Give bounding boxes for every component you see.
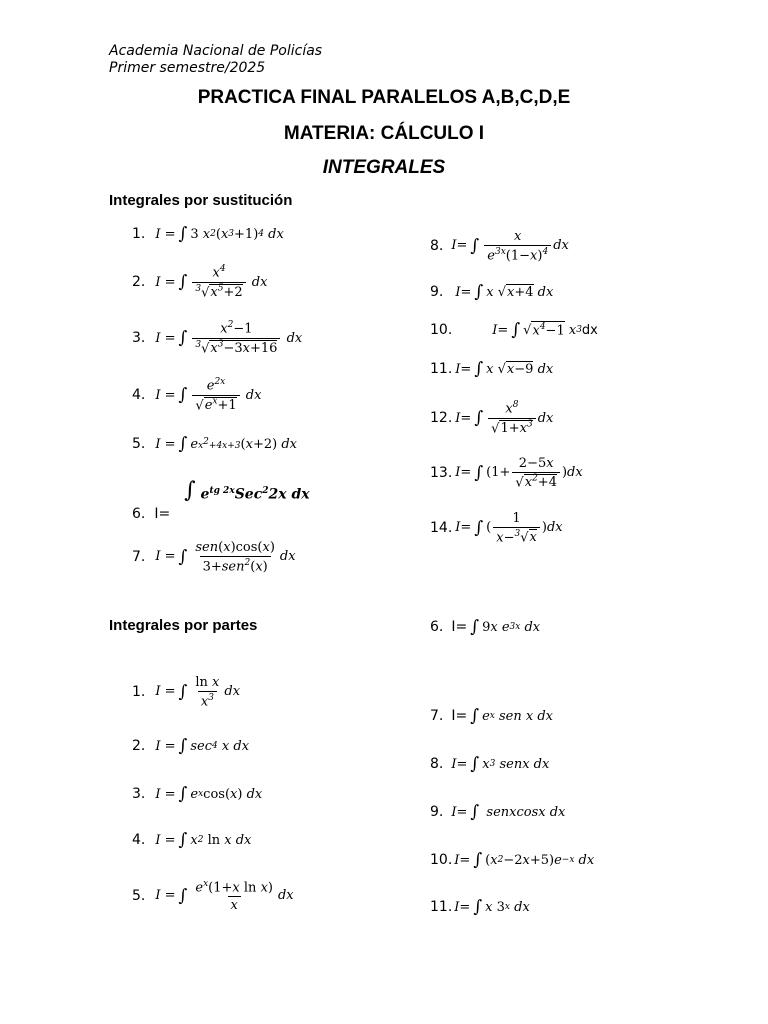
integral-expression: I = ∫ √ $x^4-1$ x 3 dx	[492, 320, 598, 340]
integral-expression: I = ∫ x √ x+4 dx	[455, 282, 554, 302]
exercise-number: 10.	[430, 322, 453, 338]
sub-exercise-2	[132, 262, 267, 302]
sub-exercise-13	[430, 453, 583, 493]
exercise-number: 6.	[430, 619, 444, 635]
integral-prefix: I=	[451, 619, 468, 635]
exercise-number: 5.	[132, 436, 146, 452]
integral-expression: I = ∫ $\frac{\text{ln x}}{x^3}$ dx	[155, 674, 241, 710]
integral-expression: I = ∫ $\frac{x^2-1}{^3√x^3-3x+16}$ dx	[155, 320, 303, 356]
integral-expression: I = ∫ x 2 ln x dx	[155, 830, 252, 850]
integral-expression: I = ∫ $\frac{x}{e^{3x}(1-x)^4}$ dx	[451, 228, 569, 264]
sub-exercise-3	[132, 318, 302, 358]
sub-exercise-9	[430, 281, 553, 303]
sub-exercise-8	[430, 228, 569, 264]
exercise-number: 4.	[132, 387, 146, 403]
integral-expression: ∫ 9 x e 3x dx	[470, 617, 541, 637]
page-title: PRACTICA FINAL PARALELOS A,B,C,D,E	[197, 87, 571, 108]
exercise-number: 1.	[132, 684, 146, 700]
parts-exercise-9	[430, 801, 565, 823]
exercise-number: 2.	[132, 738, 146, 754]
exercise-number: 11.	[430, 899, 453, 915]
integral-expression: I = ∫ ( x 2 −2 x +5) e −x dx	[454, 850, 595, 870]
integral-expression: I = ∫ e x cos( x ) dx	[155, 784, 263, 804]
exercise-number: 11.	[430, 361, 453, 377]
sub-exercise-5	[132, 432, 297, 456]
exercise-number: 2.	[132, 274, 146, 290]
parts-exercise-7	[430, 705, 553, 727]
exercise-number: 14.	[430, 520, 453, 536]
integral-expression: I = ∫ e $x^2+4x+3$ ( x +2) dx	[155, 434, 297, 454]
sub-exercise-7	[132, 537, 296, 577]
integral-expression: I = ∫ x √ x−9 dx	[455, 359, 554, 379]
exercise-number: 1.	[132, 226, 146, 242]
integral-expression: I = ∫ sec 4 x dx	[155, 736, 250, 756]
exercise-number: 9.	[430, 284, 444, 300]
exercise-number: 9.	[430, 804, 444, 820]
sub-exercise-1	[132, 222, 284, 246]
exercise-number: 12.	[430, 410, 453, 426]
exercise-number: 3.	[132, 786, 146, 802]
parts-exercise-8	[430, 753, 549, 775]
integral-expression: I = ∫ senxcosx dx	[451, 802, 566, 822]
semester: Primer semestre/2025	[109, 60, 266, 76]
integral-prefix: I=	[451, 708, 468, 724]
integral-expression: I = ∫ $\frac{x^4}{^3√x^5+2}$ dx	[155, 264, 268, 300]
sub-exercise-10	[430, 319, 598, 341]
integral-expression: I = ∫ 3 x 2 ( x 3 +1) 4 dx	[155, 224, 284, 244]
integral-expression: ∫ e x sen x dx	[470, 706, 553, 726]
parts-heading: Integrales por partes	[109, 617, 258, 634]
parts-exercise-6	[430, 615, 540, 639]
parts-exercise-1	[132, 672, 240, 712]
exercise-number: 8.	[430, 756, 444, 772]
sub-exercise-6	[132, 478, 310, 524]
integral-expression: ∫ $e^{tg 2x}Sec^22x$ dx	[184, 478, 310, 503]
sub-exercise-11	[430, 358, 553, 380]
parts-exercise-10	[430, 849, 594, 871]
exercise-number: 7.	[132, 549, 146, 565]
integral-expression: I = ∫ $\frac{e^x(1+x \ln x)}{x}$ dx	[155, 878, 294, 914]
sub-exercise-4	[132, 375, 261, 415]
integral-expression: I = ∫ $\frac{e^{2x}}{√e^x+1}$ dx	[155, 377, 262, 413]
parts-exercise-4	[132, 829, 251, 851]
exercise-number: 10.	[430, 852, 453, 868]
subject-title: MATERIA: CÁLCULO I	[283, 123, 485, 144]
exercise-number: 5.	[132, 888, 146, 904]
exercise-number: 8.	[430, 238, 444, 254]
integral-expression: I = ∫ (1+ $\frac{2-5x}{√x^2+4}$ ) dx	[455, 455, 583, 491]
topic-title: INTEGRALES	[322, 157, 446, 178]
integral-expression: I = ∫ ( $\frac{1}{x-^3√x}$ ) dx	[455, 510, 563, 546]
exercise-number: 4.	[132, 832, 146, 848]
integral-expression: I = ∫ $\frac{\text{sen(x)cos(x)}}{3+sen^2(x)}$ dx	[155, 539, 296, 575]
exercise-number: 13.	[430, 465, 453, 481]
integral-expression: I = ∫ x 3 x dx	[454, 897, 530, 917]
integral-expression: I = ∫ x 3 senx dx	[451, 754, 550, 774]
sub-exercise-12	[430, 398, 553, 438]
exercise-number: 6.	[132, 506, 146, 522]
substitution-heading: Integrales por sustitución	[109, 192, 293, 209]
integral-prefix: I=	[154, 506, 171, 522]
sub-exercise-14	[430, 508, 563, 548]
institution-name: Academia Nacional de Policías	[109, 43, 323, 59]
integral-expression: I = ∫ $\frac{x^8}{√1+x^3}$ dx	[455, 400, 554, 436]
exercise-number: 7.	[430, 708, 444, 724]
parts-exercise-5	[132, 876, 294, 916]
parts-exercise-11	[430, 896, 530, 918]
parts-exercise-3	[132, 783, 262, 805]
parts-exercise-2	[132, 735, 249, 757]
exercise-number: 3.	[132, 330, 146, 346]
